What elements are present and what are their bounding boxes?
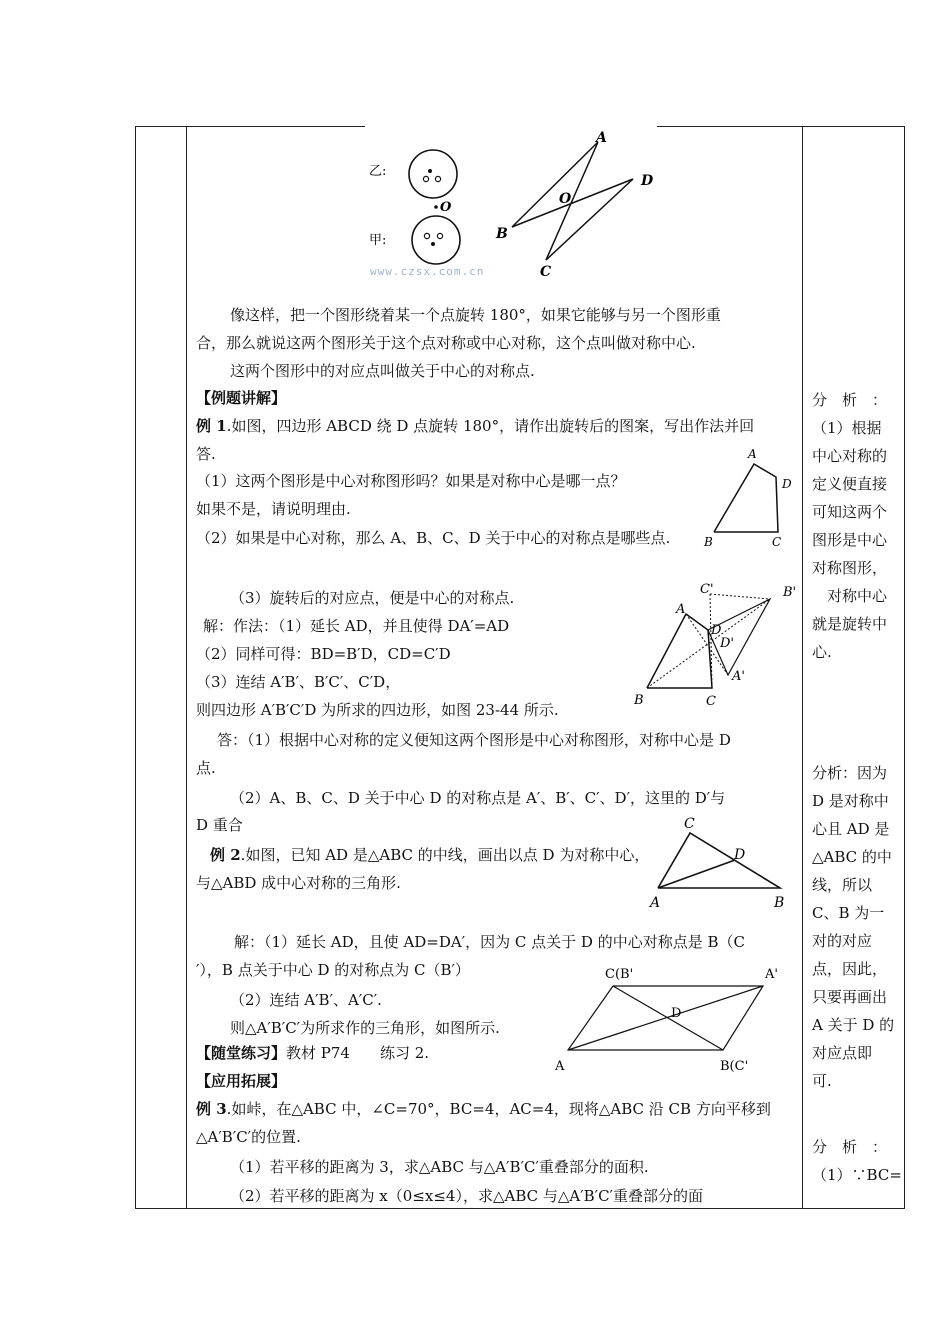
sym-label-D: D: [671, 1006, 682, 1021]
example-3-text: .如峠，在△ABC 中，∠C=70°，BC=4，AC=4，现将△ABC 沿 CB 方向平移到: [226, 1100, 771, 1118]
example-2-solution-2: （2）连结 A′B′、A′C′.: [230, 991, 382, 1009]
side-note-1: [812, 386, 887, 666]
rot-label-Ap: A': [732, 669, 745, 684]
label-yi: 乙:: [369, 164, 387, 179]
example-2-solution-1b: ′），B 点关于中心 D 的对称点为 C（B′）: [196, 961, 470, 979]
side-note-line: 中心对称的: [812, 447, 888, 465]
side-note-line: 对称图形，: [812, 559, 888, 577]
figure-rotated-quadrilateral: [630, 578, 810, 713]
example-1-question-3: （3）旋转后的对应点，便是中心的对称点.: [230, 589, 515, 607]
side-note-3: [812, 1133, 902, 1189]
example-3-title: 例 3: [196, 1100, 227, 1118]
figure-intersecting-lines: [490, 130, 660, 280]
label-C: C: [540, 264, 552, 280]
side-note-line: 图形是中心: [812, 531, 888, 549]
side-note-line: 对的对应: [812, 932, 873, 950]
sym-label-Ap: A': [765, 967, 778, 982]
side-note-line: 可知这两个: [812, 503, 888, 521]
intro-line-3: 这两个图形中的对应点叫做关于中心的对称点.: [230, 362, 535, 380]
intro-line-2: 合，那么就说这两个图形关于这个点对称或中心对称，这个点叫做对称中心.: [196, 334, 696, 352]
label-A: A: [596, 130, 607, 146]
label-D: D: [641, 173, 654, 189]
example-1-answer-1a: 答：（1）根据中心对称的定义便知这两个图形是中心对称图形，对称中心是 D: [217, 731, 731, 749]
example-1-solution-1: 解：作法：（1）延长 AD，并且使得 DA′=AD: [203, 617, 510, 635]
section-practice-title: 【随堂练习】: [196, 1044, 287, 1062]
side-note-line: （1）∵BC=: [812, 1166, 902, 1184]
section-practice-text: 教材 P74 练习 2.: [286, 1044, 430, 1062]
side-note-line: 就是旋转中: [812, 615, 888, 633]
example-2-solution-1a: 解：（1）延长 AD，且使 AD=DA′，因为 C 点关于 D 的中心对称点是 B（C: [234, 933, 745, 951]
side-note-line: △ABC 的中: [812, 848, 892, 866]
label-O-small: O: [440, 200, 452, 215]
intro-line-1: 像这样，把一个图形绕着某一个点旋转 180°，如果它能够与另一个图形重: [230, 306, 721, 324]
tri-label-C: C: [684, 816, 695, 832]
side-note-line: 可.: [812, 1072, 832, 1090]
section-heading-examples: 【例题讲解】: [196, 389, 287, 407]
side-note-line: 分析：因为: [812, 764, 888, 782]
rot-label-Cp: C': [700, 582, 714, 597]
sym-label-A: A: [555, 1059, 565, 1074]
side-note-line: （1）根据: [812, 419, 882, 437]
column-divider-left: [186, 126, 187, 1209]
example-1-solution-3: （3）连结 A′B′、B′C′、C′D，: [196, 673, 401, 691]
rot-label-B: B: [634, 693, 644, 708]
example-3-question-1: （1）若平移的距离为 3，求△ABC 与△A′B′C′重叠部分的面积.: [230, 1158, 649, 1176]
label-O: O: [559, 191, 572, 207]
example-1-question-1b: 如果不是，请说明理由.: [196, 500, 351, 518]
example-3-line-2: △A′B′C′的位置.: [196, 1128, 301, 1146]
side-note-line: 分 析 ：: [812, 391, 888, 409]
example-1-title: 例 1: [196, 417, 227, 435]
quad-label-B: B: [704, 535, 713, 549]
example-1-line-1: [196, 416, 754, 436]
sym-label-CB: C(B': [605, 967, 634, 982]
example-1-question-2: （2）如果是中心对称，那么 A、B、C、D 关于中心的对称点是哪些点.: [196, 529, 671, 547]
example-3-question-2: （2）若平移的距离为 x（0≤x≤4），求△ABC 与△A′B′C′重叠部分的面: [230, 1187, 703, 1205]
tri-label-D: D: [734, 847, 746, 863]
quad-label-C: C: [772, 535, 782, 549]
example-2-line-1: [210, 845, 649, 865]
side-note-line: 点，因此，: [812, 960, 888, 978]
example-3-line-1: [196, 1099, 771, 1119]
side-note-line: 心且 AD 是: [812, 820, 890, 838]
rot-label-C: C: [706, 694, 716, 709]
rot-label-A: A: [676, 602, 686, 617]
example-1-solution-2: （2）同样可得：BD=B′D，CD=C′D: [196, 645, 451, 663]
figure-symmetric-triangle: [545, 958, 795, 1078]
example-1-answer-2a: （2）A、B、C、D 关于中心 D 的对称点是 A′、B′、C′、D′，这里的 D′与: [230, 789, 726, 807]
quad-label-A: A: [748, 447, 757, 461]
tri-label-A: A: [650, 895, 661, 911]
sym-label-BC: B(C': [720, 1059, 749, 1074]
label-jia: 甲:: [369, 233, 387, 248]
example-1-question-1: （1）这两个图形是中心对称图形吗？如果是对称中心是哪一点？: [196, 472, 626, 490]
side-note-line: 线，所以: [812, 876, 873, 894]
section-heading-extension: 【应用拓展】: [196, 1072, 287, 1090]
quad-label-D: D: [782, 477, 792, 491]
example-2-text: .如图，已知 AD 是△ABC 的中线，画出以点 D 为对称中心，: [240, 846, 650, 864]
watermark: www.czsx.com.cn: [370, 265, 485, 278]
example-2-title: 例 2: [210, 846, 241, 864]
side-note-line: 只要再画出: [812, 988, 888, 1006]
rot-label-Dp: D': [720, 636, 734, 651]
side-note-2: [812, 759, 894, 1095]
example-2-solution-3: 则△A′B′C′为所求作的三角形，如图所示.: [230, 1019, 500, 1037]
figure-rotation-circles: [360, 130, 490, 280]
side-note-line: 对应点即: [812, 1044, 873, 1062]
example-1-solution-4: 则四边形 A′B′C′D 为所求的四边形，如图 23-44 所示.: [196, 701, 559, 719]
figure-quadrilateral-abcd: [700, 444, 810, 554]
rot-label-Bp: B': [783, 585, 797, 600]
example-1-line-2: 答.: [196, 445, 216, 463]
side-note-line: A 关于 D 的: [812, 1016, 895, 1034]
example-1-answer-1b: 点.: [196, 759, 216, 777]
side-note-line: C、B 为一: [812, 904, 885, 922]
example-1-answer-2b: D 重合: [196, 816, 243, 834]
example-1-text: .如图，四边形 ABCD 绕 D 点旋转 180°，请作出旋转后的图案，写出作法并回: [226, 417, 755, 435]
figure-overlap: [365, 124, 657, 129]
example-2-line-2: 与△ABD 成中心对称的三角形.: [196, 874, 401, 892]
section-practice: [196, 1043, 429, 1063]
side-note-line: 心.: [812, 643, 832, 661]
label-B: B: [496, 226, 508, 242]
rot-label-D: D: [711, 623, 722, 638]
figure-triangle-abc-median: [640, 810, 800, 915]
side-note-line: 分 析 ：: [812, 1138, 888, 1156]
side-note-line: D 是对称中: [812, 792, 889, 810]
side-note-line: 对称中心: [812, 587, 888, 605]
side-note-line: 定义便直接: [812, 475, 888, 493]
tri-label-B: B: [774, 895, 785, 911]
